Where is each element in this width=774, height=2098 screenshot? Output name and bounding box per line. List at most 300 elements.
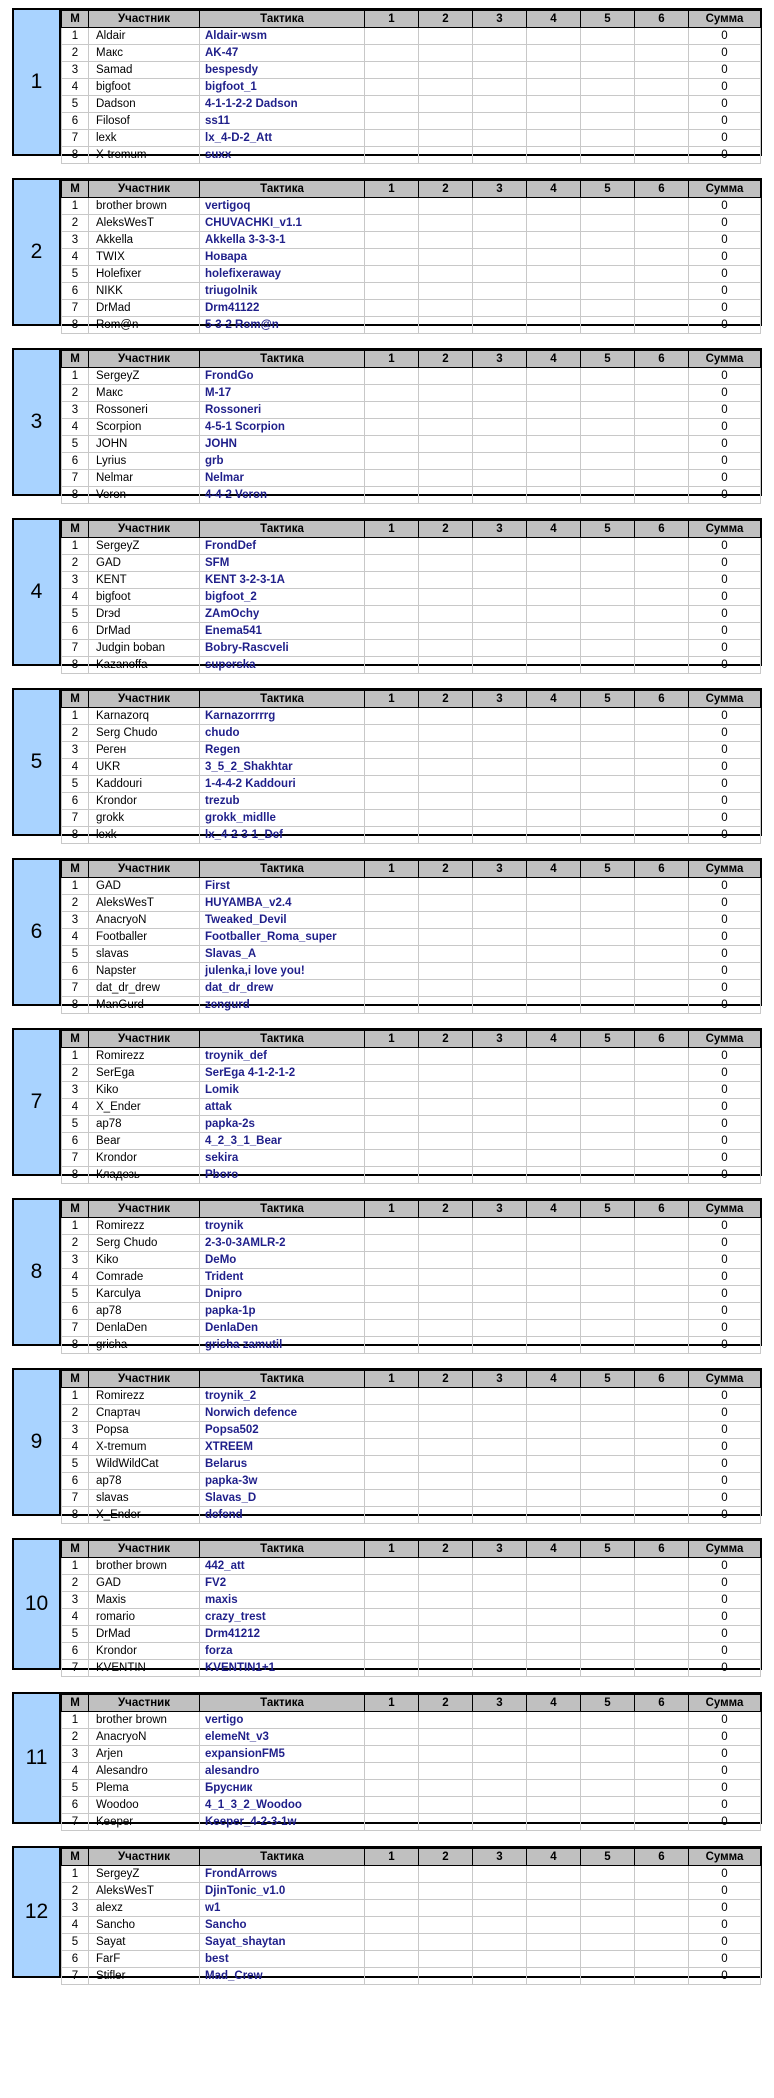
cell-participant[interactable]: alexz	[89, 1900, 200, 1917]
cell-round-5[interactable]	[581, 487, 635, 504]
cell-round-3[interactable]	[473, 1814, 527, 1831]
cell-tactic[interactable]: forza	[200, 1643, 365, 1660]
cell-tactic[interactable]: Новара	[200, 249, 365, 266]
cell-sum[interactable]: 0	[689, 1320, 761, 1337]
cell-round-5[interactable]	[581, 1286, 635, 1303]
cell-round-6[interactable]	[635, 640, 689, 657]
cell-round-1[interactable]	[365, 997, 419, 1014]
cell-m[interactable]: 2	[62, 385, 89, 402]
cell-participant[interactable]: Stifler	[89, 1968, 200, 1985]
cell-round-4[interactable]	[527, 606, 581, 623]
cell-m[interactable]: 7	[62, 1814, 89, 1831]
cell-participant[interactable]: SergeyZ	[89, 1866, 200, 1883]
cell-participant[interactable]: Макс	[89, 45, 200, 62]
cell-round-4[interactable]	[527, 1099, 581, 1116]
cell-round-4[interactable]	[527, 62, 581, 79]
cell-tactic[interactable]: Mad_Crew	[200, 1968, 365, 1985]
cell-round-3[interactable]	[473, 232, 527, 249]
cell-round-4[interactable]	[527, 1218, 581, 1235]
cell-participant[interactable]: FarF	[89, 1951, 200, 1968]
cell-sum[interactable]: 0	[689, 215, 761, 232]
cell-participant[interactable]: Karculya	[89, 1286, 200, 1303]
cell-participant[interactable]: SerEga	[89, 1065, 200, 1082]
cell-round-4[interactable]	[527, 1814, 581, 1831]
cell-sum[interactable]: 0	[689, 1780, 761, 1797]
cell-round-4[interactable]	[527, 1405, 581, 1422]
cell-round-6[interactable]	[635, 572, 689, 589]
cell-round-4[interactable]	[527, 1065, 581, 1082]
cell-sum[interactable]: 0	[689, 640, 761, 657]
cell-round-4[interactable]	[527, 1439, 581, 1456]
cell-m[interactable]: 7	[62, 1660, 89, 1677]
cell-round-6[interactable]	[635, 1303, 689, 1320]
cell-round-6[interactable]	[635, 436, 689, 453]
cell-round-6[interactable]	[635, 1643, 689, 1660]
cell-m[interactable]: 1	[62, 1866, 89, 1883]
cell-round-3[interactable]	[473, 402, 527, 419]
cell-round-1[interactable]	[365, 810, 419, 827]
cell-round-5[interactable]	[581, 1422, 635, 1439]
cell-round-2[interactable]	[419, 810, 473, 827]
cell-tactic[interactable]: trezub	[200, 793, 365, 810]
cell-round-4[interactable]	[527, 232, 581, 249]
cell-participant[interactable]: Keeper	[89, 1814, 200, 1831]
cell-round-1[interactable]	[365, 980, 419, 997]
cell-round-4[interactable]	[527, 827, 581, 844]
cell-round-2[interactable]	[419, 1575, 473, 1592]
cell-round-3[interactable]	[473, 385, 527, 402]
cell-sum[interactable]: 0	[689, 249, 761, 266]
cell-round-1[interactable]	[365, 62, 419, 79]
cell-m[interactable]: 6	[62, 283, 89, 300]
cell-round-5[interactable]	[581, 113, 635, 130]
cell-tactic[interactable]: suxx	[200, 147, 365, 164]
cell-round-5[interactable]	[581, 1218, 635, 1235]
cell-round-4[interactable]	[527, 895, 581, 912]
cell-round-1[interactable]	[365, 1082, 419, 1099]
cell-tactic[interactable]: elemeNt_v3	[200, 1729, 365, 1746]
cell-sum[interactable]: 0	[689, 742, 761, 759]
cell-round-1[interactable]	[365, 1388, 419, 1405]
cell-sum[interactable]: 0	[689, 623, 761, 640]
cell-round-6[interactable]	[635, 776, 689, 793]
cell-participant[interactable]: DenlaDen	[89, 1320, 200, 1337]
cell-round-4[interactable]	[527, 810, 581, 827]
cell-round-3[interactable]	[473, 1934, 527, 1951]
cell-tactic[interactable]: FV2	[200, 1575, 365, 1592]
cell-round-4[interactable]	[527, 776, 581, 793]
cell-round-1[interactable]	[365, 1968, 419, 1985]
cell-round-6[interactable]	[635, 1900, 689, 1917]
cell-round-2[interactable]	[419, 946, 473, 963]
cell-round-1[interactable]	[365, 1575, 419, 1592]
cell-tactic[interactable]: ZAmOchy	[200, 606, 365, 623]
cell-round-3[interactable]	[473, 1592, 527, 1609]
cell-sum[interactable]: 0	[689, 1917, 761, 1934]
cell-tactic[interactable]: XTREEM	[200, 1439, 365, 1456]
cell-round-6[interactable]	[635, 980, 689, 997]
cell-round-1[interactable]	[365, 555, 419, 572]
cell-round-1[interactable]	[365, 1218, 419, 1235]
cell-m[interactable]: 6	[62, 1473, 89, 1490]
cell-round-5[interactable]	[581, 589, 635, 606]
cell-sum[interactable]: 0	[689, 232, 761, 249]
cell-round-5[interactable]	[581, 96, 635, 113]
cell-round-2[interactable]	[419, 1917, 473, 1934]
cell-round-2[interactable]	[419, 1235, 473, 1252]
cell-round-2[interactable]	[419, 759, 473, 776]
cell-participant[interactable]: Rossoneri	[89, 402, 200, 419]
cell-sum[interactable]: 0	[689, 1048, 761, 1065]
cell-round-5[interactable]	[581, 555, 635, 572]
cell-sum[interactable]: 0	[689, 385, 761, 402]
cell-m[interactable]: 4	[62, 929, 89, 946]
cell-round-4[interactable]	[527, 1150, 581, 1167]
cell-round-4[interactable]	[527, 725, 581, 742]
cell-round-2[interactable]	[419, 725, 473, 742]
cell-participant[interactable]: bigfoot	[89, 589, 200, 606]
cell-round-4[interactable]	[527, 1951, 581, 1968]
cell-round-3[interactable]	[473, 742, 527, 759]
cell-round-4[interactable]	[527, 1660, 581, 1677]
cell-round-5[interactable]	[581, 28, 635, 45]
cell-round-5[interactable]	[581, 62, 635, 79]
cell-round-1[interactable]	[365, 249, 419, 266]
cell-tactic[interactable]: JOHN	[200, 436, 365, 453]
cell-sum[interactable]: 0	[689, 1150, 761, 1167]
cell-participant[interactable]: Nelmar	[89, 470, 200, 487]
cell-round-1[interactable]	[365, 827, 419, 844]
cell-round-6[interactable]	[635, 62, 689, 79]
cell-round-6[interactable]	[635, 215, 689, 232]
cell-round-4[interactable]	[527, 28, 581, 45]
cell-round-2[interactable]	[419, 436, 473, 453]
cell-round-5[interactable]	[581, 249, 635, 266]
cell-tactic[interactable]: vertigo	[200, 1712, 365, 1729]
cell-round-1[interactable]	[365, 708, 419, 725]
cell-m[interactable]: 2	[62, 725, 89, 742]
cell-round-1[interactable]	[365, 1712, 419, 1729]
cell-round-2[interactable]	[419, 742, 473, 759]
cell-round-1[interactable]	[365, 1320, 419, 1337]
cell-round-3[interactable]	[473, 300, 527, 317]
cell-round-2[interactable]	[419, 1065, 473, 1082]
cell-m[interactable]: 5	[62, 1934, 89, 1951]
cell-round-5[interactable]	[581, 793, 635, 810]
cell-tactic[interactable]: 4-5-1 Scorpion	[200, 419, 365, 436]
cell-participant[interactable]: Dadson	[89, 96, 200, 113]
cell-round-2[interactable]	[419, 1797, 473, 1814]
cell-participant[interactable]: X_Ender	[89, 1099, 200, 1116]
cell-round-3[interactable]	[473, 1609, 527, 1626]
cell-round-2[interactable]	[419, 1456, 473, 1473]
cell-sum[interactable]: 0	[689, 1660, 761, 1677]
cell-round-4[interactable]	[527, 1456, 581, 1473]
cell-round-4[interactable]	[527, 113, 581, 130]
cell-round-6[interactable]	[635, 368, 689, 385]
cell-sum[interactable]: 0	[689, 1746, 761, 1763]
cell-round-3[interactable]	[473, 470, 527, 487]
cell-round-3[interactable]	[473, 657, 527, 674]
cell-m[interactable]: 3	[62, 1746, 89, 1763]
cell-sum[interactable]: 0	[689, 113, 761, 130]
cell-round-4[interactable]	[527, 1780, 581, 1797]
cell-round-4[interactable]	[527, 487, 581, 504]
cell-round-4[interactable]	[527, 1082, 581, 1099]
cell-sum[interactable]: 0	[689, 589, 761, 606]
cell-round-5[interactable]	[581, 1252, 635, 1269]
cell-tactic[interactable]: lx_4-2-3-1_Def	[200, 827, 365, 844]
cell-round-1[interactable]	[365, 1116, 419, 1133]
cell-round-4[interactable]	[527, 1626, 581, 1643]
cell-round-3[interactable]	[473, 1133, 527, 1150]
cell-round-4[interactable]	[527, 657, 581, 674]
cell-participant[interactable]: AleksWesT	[89, 215, 200, 232]
cell-m[interactable]: 5	[62, 436, 89, 453]
cell-round-6[interactable]	[635, 742, 689, 759]
cell-round-3[interactable]	[473, 708, 527, 725]
cell-tactic[interactable]: Footballer_Roma_super	[200, 929, 365, 946]
cell-round-6[interactable]	[635, 810, 689, 827]
cell-round-2[interactable]	[419, 232, 473, 249]
cell-round-1[interactable]	[365, 147, 419, 164]
cell-round-3[interactable]	[473, 1490, 527, 1507]
cell-sum[interactable]: 0	[689, 1763, 761, 1780]
cell-sum[interactable]: 0	[689, 963, 761, 980]
cell-sum[interactable]: 0	[689, 606, 761, 623]
cell-round-2[interactable]	[419, 878, 473, 895]
cell-m[interactable]: 6	[62, 793, 89, 810]
cell-round-2[interactable]	[419, 657, 473, 674]
cell-round-2[interactable]	[419, 1866, 473, 1883]
cell-round-1[interactable]	[365, 1235, 419, 1252]
cell-sum[interactable]: 0	[689, 419, 761, 436]
cell-round-6[interactable]	[635, 453, 689, 470]
cell-round-2[interactable]	[419, 419, 473, 436]
cell-sum[interactable]: 0	[689, 266, 761, 283]
cell-round-1[interactable]	[365, 912, 419, 929]
cell-round-2[interactable]	[419, 1609, 473, 1626]
cell-round-1[interactable]	[365, 1626, 419, 1643]
cell-round-4[interactable]	[527, 623, 581, 640]
cell-round-2[interactable]	[419, 62, 473, 79]
cell-round-1[interactable]	[365, 1780, 419, 1797]
cell-sum[interactable]: 0	[689, 96, 761, 113]
cell-sum[interactable]: 0	[689, 929, 761, 946]
cell-round-3[interactable]	[473, 1099, 527, 1116]
cell-participant[interactable]: Krondor	[89, 793, 200, 810]
cell-sum[interactable]: 0	[689, 1592, 761, 1609]
cell-round-2[interactable]	[419, 1900, 473, 1917]
cell-round-3[interactable]	[473, 1473, 527, 1490]
cell-round-1[interactable]	[365, 1303, 419, 1320]
cell-round-1[interactable]	[365, 759, 419, 776]
cell-tactic[interactable]: expansionFM5	[200, 1746, 365, 1763]
cell-round-3[interactable]	[473, 487, 527, 504]
cell-round-5[interactable]	[581, 912, 635, 929]
cell-round-5[interactable]	[581, 45, 635, 62]
cell-round-5[interactable]	[581, 1900, 635, 1917]
cell-m[interactable]: 4	[62, 759, 89, 776]
cell-round-5[interactable]	[581, 1337, 635, 1354]
cell-round-5[interactable]	[581, 623, 635, 640]
cell-round-3[interactable]	[473, 1320, 527, 1337]
cell-participant[interactable]: Кладезь	[89, 1167, 200, 1184]
cell-round-6[interactable]	[635, 623, 689, 640]
cell-m[interactable]: 7	[62, 300, 89, 317]
cell-tactic[interactable]: Sancho	[200, 1917, 365, 1934]
cell-round-1[interactable]	[365, 1252, 419, 1269]
cell-round-3[interactable]	[473, 963, 527, 980]
cell-m[interactable]: 7	[62, 810, 89, 827]
cell-round-1[interactable]	[365, 1558, 419, 1575]
cell-round-6[interactable]	[635, 232, 689, 249]
cell-sum[interactable]: 0	[689, 1099, 761, 1116]
cell-participant[interactable]: Макс	[89, 385, 200, 402]
cell-sum[interactable]: 0	[689, 827, 761, 844]
cell-round-5[interactable]	[581, 1866, 635, 1883]
cell-round-5[interactable]	[581, 1303, 635, 1320]
cell-round-5[interactable]	[581, 1814, 635, 1831]
cell-round-1[interactable]	[365, 28, 419, 45]
cell-participant[interactable]: Maxis	[89, 1592, 200, 1609]
cell-round-2[interactable]	[419, 776, 473, 793]
cell-sum[interactable]: 0	[689, 1252, 761, 1269]
cell-participant[interactable]: UKR	[89, 759, 200, 776]
cell-round-3[interactable]	[473, 130, 527, 147]
cell-round-2[interactable]	[419, 1951, 473, 1968]
cell-tactic[interactable]: 4_1_3_2_Woodoo	[200, 1797, 365, 1814]
cell-sum[interactable]: 0	[689, 368, 761, 385]
cell-m[interactable]: 1	[62, 198, 89, 215]
cell-round-4[interactable]	[527, 96, 581, 113]
cell-tactic[interactable]: vertigoq	[200, 198, 365, 215]
cell-round-3[interactable]	[473, 215, 527, 232]
cell-participant[interactable]: AnacryoN	[89, 912, 200, 929]
cell-round-6[interactable]	[635, 1167, 689, 1184]
cell-round-6[interactable]	[635, 1116, 689, 1133]
cell-m[interactable]: 1	[62, 1048, 89, 1065]
cell-m[interactable]: 6	[62, 453, 89, 470]
cell-round-6[interactable]	[635, 1934, 689, 1951]
cell-round-1[interactable]	[365, 657, 419, 674]
cell-participant[interactable]: Спартач	[89, 1405, 200, 1422]
cell-tactic[interactable]: 4-4-2 Veron	[200, 487, 365, 504]
cell-round-2[interactable]	[419, 1746, 473, 1763]
cell-round-2[interactable]	[419, 589, 473, 606]
cell-tactic[interactable]: Lomik	[200, 1082, 365, 1099]
cell-round-2[interactable]	[419, 147, 473, 164]
cell-m[interactable]: 8	[62, 1337, 89, 1354]
cell-round-4[interactable]	[527, 1507, 581, 1524]
cell-round-2[interactable]	[419, 1303, 473, 1320]
cell-round-4[interactable]	[527, 1490, 581, 1507]
cell-round-1[interactable]	[365, 725, 419, 742]
cell-m[interactable]: 5	[62, 96, 89, 113]
cell-round-5[interactable]	[581, 317, 635, 334]
cell-round-5[interactable]	[581, 1048, 635, 1065]
cell-round-3[interactable]	[473, 1405, 527, 1422]
cell-round-2[interactable]	[419, 385, 473, 402]
cell-round-6[interactable]	[635, 1320, 689, 1337]
cell-round-2[interactable]	[419, 1320, 473, 1337]
cell-round-5[interactable]	[581, 470, 635, 487]
cell-round-6[interactable]	[635, 1558, 689, 1575]
cell-round-5[interactable]	[581, 1575, 635, 1592]
cell-sum[interactable]: 0	[689, 28, 761, 45]
cell-participant[interactable]: slavas	[89, 946, 200, 963]
cell-round-2[interactable]	[419, 555, 473, 572]
cell-round-3[interactable]	[473, 623, 527, 640]
cell-round-5[interactable]	[581, 266, 635, 283]
cell-round-3[interactable]	[473, 810, 527, 827]
cell-round-5[interactable]	[581, 640, 635, 657]
cell-round-1[interactable]	[365, 946, 419, 963]
cell-round-3[interactable]	[473, 589, 527, 606]
cell-tactic[interactable]: Norwich defence	[200, 1405, 365, 1422]
cell-round-5[interactable]	[581, 1473, 635, 1490]
cell-tactic[interactable]: grisha zamutil	[200, 1337, 365, 1354]
cell-m[interactable]: 1	[62, 878, 89, 895]
cell-round-5[interactable]	[581, 368, 635, 385]
cell-m[interactable]: 4	[62, 79, 89, 96]
cell-round-2[interactable]	[419, 1405, 473, 1422]
cell-round-1[interactable]	[365, 266, 419, 283]
cell-participant[interactable]: Krondor	[89, 1643, 200, 1660]
cell-round-6[interactable]	[635, 1456, 689, 1473]
cell-round-1[interactable]	[365, 1507, 419, 1524]
cell-sum[interactable]: 0	[689, 1405, 761, 1422]
cell-round-5[interactable]	[581, 1150, 635, 1167]
cell-participant[interactable]: Kaddouri	[89, 776, 200, 793]
cell-participant[interactable]: Romirezz	[89, 1048, 200, 1065]
cell-participant[interactable]: Drэd	[89, 606, 200, 623]
cell-round-6[interactable]	[635, 1065, 689, 1082]
cell-round-2[interactable]	[419, 1968, 473, 1985]
cell-round-3[interactable]	[473, 1917, 527, 1934]
cell-round-6[interactable]	[635, 793, 689, 810]
cell-round-5[interactable]	[581, 1133, 635, 1150]
cell-tactic[interactable]: DenlaDen	[200, 1320, 365, 1337]
cell-participant[interactable]: Napster	[89, 963, 200, 980]
cell-round-5[interactable]	[581, 1746, 635, 1763]
cell-m[interactable]: 6	[62, 1643, 89, 1660]
cell-round-2[interactable]	[419, 1269, 473, 1286]
cell-round-3[interactable]	[473, 555, 527, 572]
cell-round-2[interactable]	[419, 79, 473, 96]
cell-round-4[interactable]	[527, 572, 581, 589]
cell-round-3[interactable]	[473, 1712, 527, 1729]
cell-round-4[interactable]	[527, 1269, 581, 1286]
cell-round-5[interactable]	[581, 1968, 635, 1985]
cell-round-5[interactable]	[581, 708, 635, 725]
cell-round-1[interactable]	[365, 1917, 419, 1934]
cell-round-3[interactable]	[473, 1900, 527, 1917]
cell-round-2[interactable]	[419, 198, 473, 215]
cell-participant[interactable]: Kiko	[89, 1252, 200, 1269]
cell-participant[interactable]: Judgin boban	[89, 640, 200, 657]
cell-tactic[interactable]: holefixeraway	[200, 266, 365, 283]
cell-round-3[interactable]	[473, 1422, 527, 1439]
cell-participant[interactable]: romario	[89, 1609, 200, 1626]
cell-round-3[interactable]	[473, 45, 527, 62]
cell-round-1[interactable]	[365, 572, 419, 589]
cell-round-3[interactable]	[473, 1866, 527, 1883]
cell-participant[interactable]: ap78	[89, 1116, 200, 1133]
cell-sum[interactable]: 0	[689, 776, 761, 793]
cell-round-2[interactable]	[419, 640, 473, 657]
cell-round-1[interactable]	[365, 45, 419, 62]
